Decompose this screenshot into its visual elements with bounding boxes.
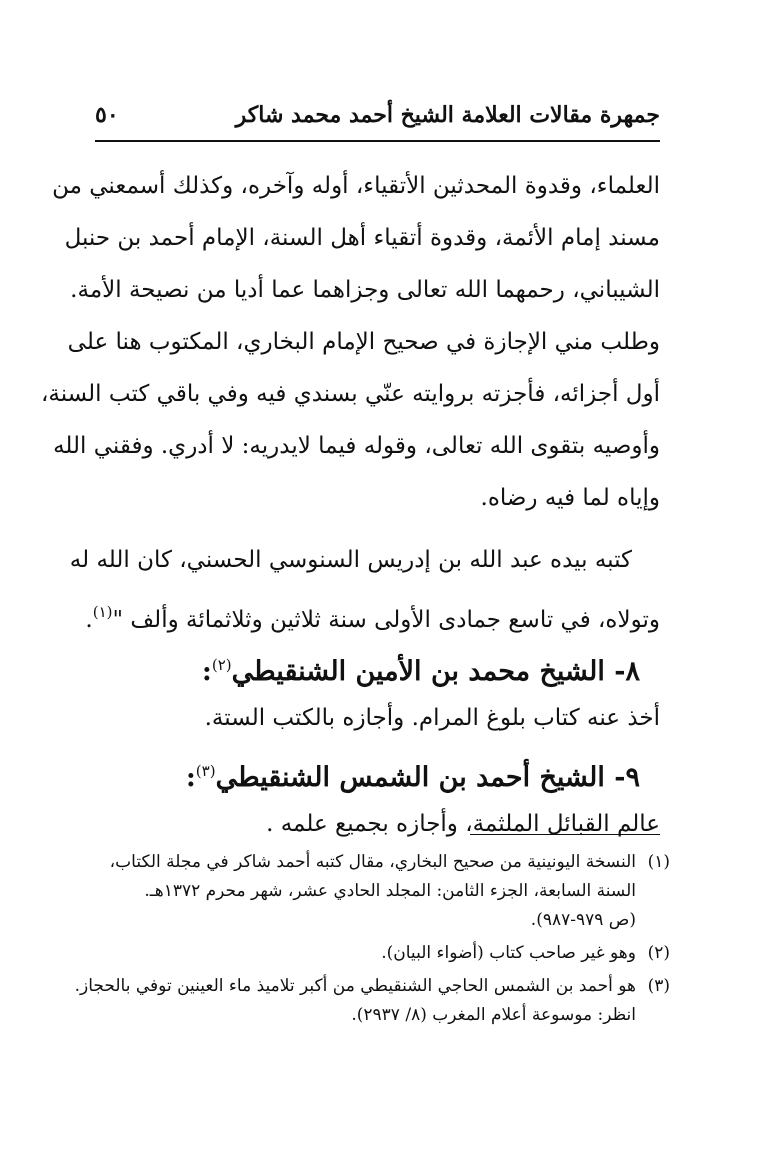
text-line: الشيباني، رحمهما الله تعالى وجزاهما عما أديا من نصيحة الأمة.: [70, 277, 660, 303]
heading-colon: :: [185, 762, 196, 793]
footnote-line: وهو غير صاحب كتاب (أضواء البيان).: [381, 943, 636, 963]
heading-colon: :: [201, 656, 212, 687]
footnote-line: هو أحمد بن الشمس الحاجي الشنقيطي من أكبر تلاميذ ماء العينين توفي بالحجاز.: [74, 976, 636, 996]
section-text: أخذ عنه كتاب بلوغ المرام. وأجازه بالكتب الستة.: [204, 705, 660, 731]
footnote-number: (٢): [647, 943, 670, 963]
footnote-divider: [470, 834, 660, 835]
text-line: أول أجزائه، فأجزته بروايته عنّي بسندي فيه وفي باقي كتب السنة،: [40, 381, 660, 407]
text-line: وإياه لما فيه رضاه.: [480, 485, 660, 511]
footnote-1: [95, 848, 670, 935]
footnote-ref-2: (٢): [211, 656, 232, 674]
footnote-ref-3: (٣): [195, 762, 216, 780]
header-title: جمهرة مقالات العلامة الشيخ أحمد محمد شاكر: [235, 102, 660, 128]
body-text: [40, 160, 660, 850]
heading-text: ٨- الشيخ محمد بن الأمين الشنقيطي: [231, 656, 640, 687]
text-line: العلماء، وقدوة المحدثين الأتقياء، أوله وآخره، وكذلك أسمعني من: [52, 173, 660, 199]
footnote-2: [95, 939, 670, 968]
footnote-line: (ص ٩٧٩-٩٨٧).: [530, 910, 636, 930]
text-line: مسند إمام الأئمة، وقدوة أتقياء أهل السنة، الإمام أحمد بن حنبل: [64, 225, 660, 251]
text-line: وطلب مني الإجازة في صحيح الإمام البخاري، المكتوب هنا على: [67, 329, 660, 355]
paragraph-1: [40, 160, 660, 524]
footnotes: [74, 848, 670, 1034]
section-text: عالم القبائل الملثمة، وأجازه بجميع علمه .: [266, 811, 660, 837]
text-fragment: .: [85, 607, 93, 633]
paragraph-2: [69, 534, 660, 638]
footnote-ref-1: (١): [92, 603, 113, 621]
text-line: كتبه بيده عبد الله بن إدريس السنوسي الحسني، كان الله له: [69, 547, 632, 573]
section-8: [95, 638, 660, 744]
running-header: [95, 100, 660, 142]
heading-text: ٩- الشيخ أحمد بن الشمس الشنقيطي: [215, 762, 640, 793]
footnote-line: انظر: موسوعة أعلام المغرب (٨/ ٢٩٣٧).: [351, 1005, 636, 1025]
footnote-3: [74, 972, 670, 1030]
page-number: ٥٠: [95, 102, 119, 128]
section-heading: [95, 744, 660, 798]
footnote-line: السنة السابعة، الجزء الثامن: المجلد الحادي عشر، شهر محرم ١٣٧٢هـ.: [144, 881, 636, 901]
footnote-line: النسخة اليونينية من صحيح البخاري، مقال كتبه أحمد شاكر في مجلة الكتاب،: [109, 852, 636, 872]
text-line: [85, 586, 660, 638]
text-line: وأوصيه بتقوى الله تعالى، وقوله فيما لايدريه: لا أدري. وفقني الله: [53, 433, 660, 459]
footnote-number: (٣): [647, 976, 670, 996]
footnote-number: (١): [647, 852, 670, 872]
section-heading: [95, 638, 660, 692]
text-fragment: وتولاه، في تاسع جمادى الأولى سنة ثلاثين وثلاثمائة وألف ": [112, 607, 660, 633]
